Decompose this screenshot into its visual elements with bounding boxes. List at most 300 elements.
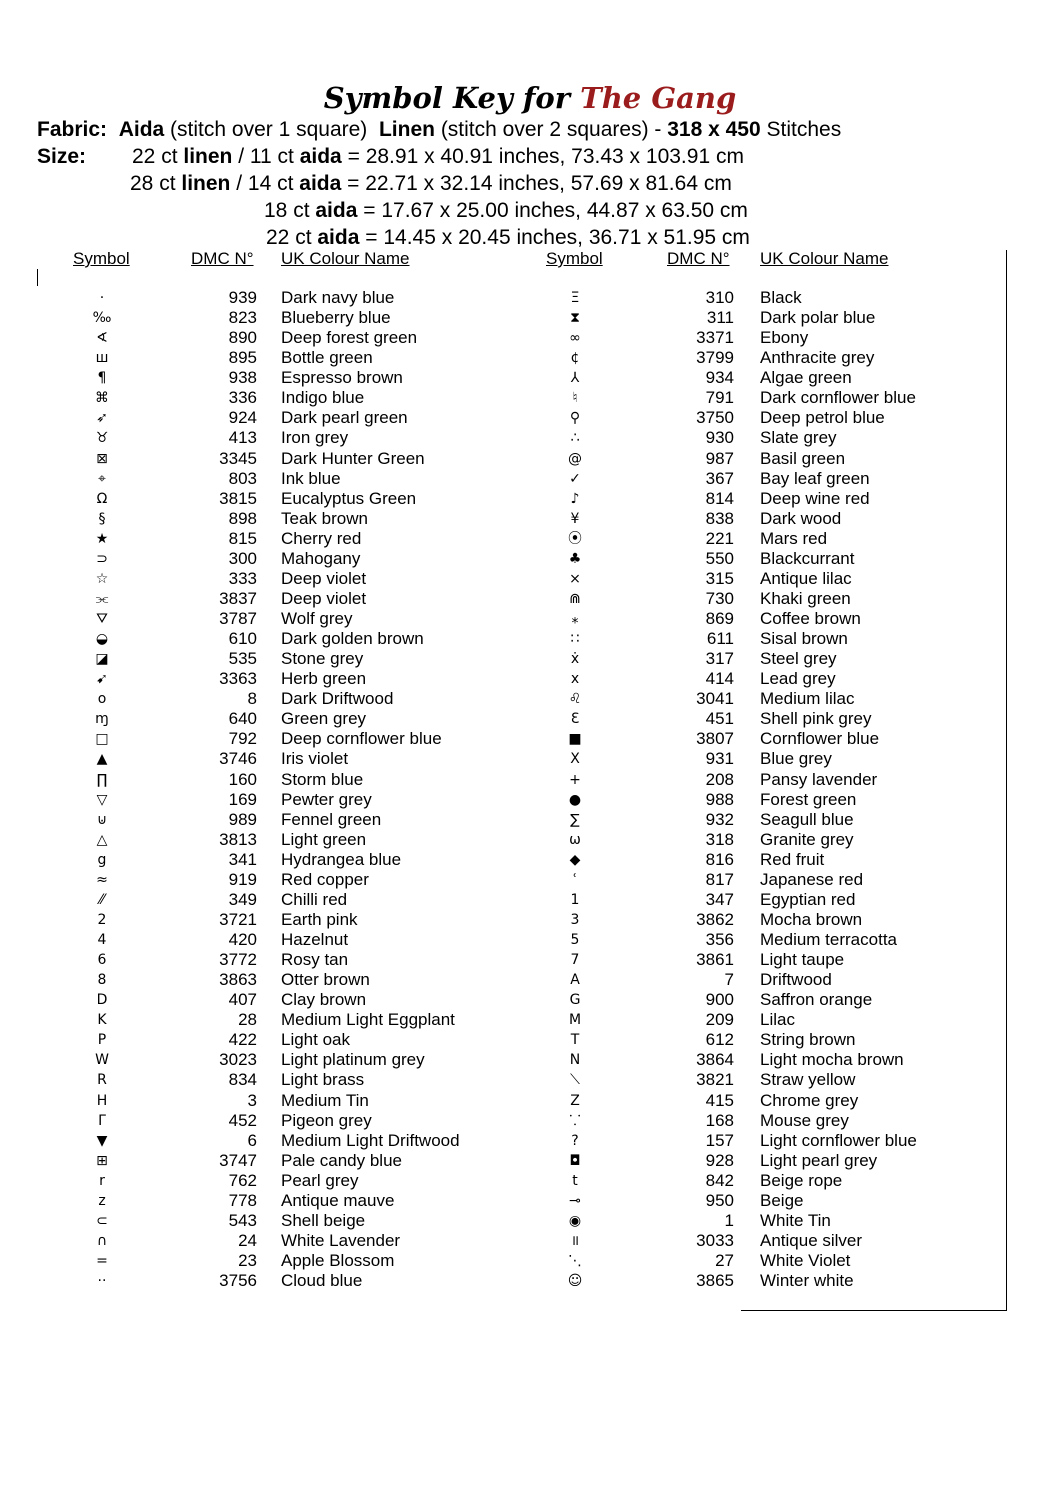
dmc-number: 24	[238, 1230, 257, 1250]
symbol-glyph: ⁄⁄	[99, 891, 105, 908]
symbol-glyph: M	[568, 1012, 582, 1029]
dmc-number: 730	[705, 588, 734, 608]
key-row	[520, 1211, 1020, 1231]
colour-name: Light green	[281, 829, 367, 849]
key-row	[520, 328, 1020, 348]
symbol-glyph: ◒	[95, 631, 109, 648]
symbol-glyph: D	[96, 992, 108, 1009]
dmc-number: 415	[705, 1090, 734, 1110]
symbol-glyph: ɱ	[95, 711, 109, 728]
size-line-3	[264, 197, 748, 224]
dmc-number: 791	[705, 388, 734, 408]
symbol-glyph: K	[97, 1012, 107, 1029]
dmc-number: 407	[228, 990, 257, 1010]
colour-name: Mouse grey	[760, 1110, 849, 1130]
colour-name: Steel grey	[760, 649, 837, 669]
size-1-linen: linen	[183, 145, 233, 168]
colour-name: Dark pearl green	[281, 408, 408, 428]
colour-name: Algae green	[760, 368, 852, 388]
dmc-number: 919	[228, 869, 257, 889]
dmc-number: 28	[238, 1010, 257, 1030]
size-1-count: 22 ct	[132, 145, 178, 168]
dmc-number: 356	[705, 930, 734, 949]
colour-name: Pigeon grey	[281, 1110, 372, 1130]
dmc-number: 160	[228, 769, 257, 789]
symbol-glyph: 2	[97, 911, 107, 928]
symbol-glyph: Z	[570, 1092, 580, 1109]
dmc-number: 803	[228, 468, 257, 488]
dmc-number: 3807	[696, 729, 734, 749]
dmc-number: 3865	[696, 1271, 734, 1291]
symbol-glyph: ■	[568, 731, 582, 748]
symbol-glyph: △	[96, 831, 108, 848]
symbol-glyph: ⋒	[569, 590, 581, 607]
colour-name: White Lavender	[281, 1230, 401, 1250]
symbol-glyph: =	[96, 1253, 108, 1269]
key-row	[520, 629, 1020, 649]
colour-name: Straw yellow	[760, 1070, 856, 1090]
symbol-glyph: ▽	[96, 791, 108, 808]
symbol-glyph: ⊸	[569, 1192, 581, 1209]
header-name-left: UK Colour Name	[281, 249, 410, 268]
dmc-number: 823	[228, 308, 257, 328]
key-row	[0, 1050, 520, 1070]
colour-name: Clay brown	[281, 990, 367, 1010]
dmc-number: 610	[228, 629, 257, 649]
key-row	[520, 1030, 1020, 1050]
colour-name: Pale candy blue	[281, 1150, 402, 1170]
symbol-glyph: ∞	[569, 330, 581, 347]
key-row	[520, 709, 1020, 729]
dmc-number: 3371	[696, 328, 734, 348]
colour-name: Storm blue	[281, 769, 364, 789]
key-row	[520, 689, 1020, 709]
key-row	[520, 549, 1020, 569]
key-row	[520, 830, 1020, 850]
size-4-aida: aida	[317, 226, 360, 249]
colour-name: Herb green	[281, 669, 367, 689]
key-row	[0, 1211, 520, 1231]
key-row	[520, 469, 1020, 489]
size-4-count: 22 ct	[266, 226, 312, 249]
key-row	[520, 1091, 1020, 1111]
symbol-glyph: ☆	[95, 570, 109, 587]
key-row	[520, 489, 1020, 509]
colour-name: Eucalyptus Green	[281, 488, 417, 508]
key-row	[0, 469, 520, 489]
size-4-dims: = 14.45 x 20.45 inches, 36.71 x 51.95 cm	[365, 226, 750, 249]
dmc-number: 842	[705, 1170, 734, 1190]
key-row	[520, 770, 1020, 790]
symbol-glyph: r	[99, 1172, 105, 1189]
size-2-aida: aida	[299, 172, 342, 195]
colour-name: Otter brown	[281, 970, 370, 990]
dmc-number: 300	[228, 548, 257, 568]
symbol-glyph: ш	[95, 350, 109, 367]
dmc-number: 3721	[219, 909, 257, 929]
header-symbol-right: Symbol	[546, 249, 603, 268]
dmc-number: 23	[238, 1251, 257, 1270]
symbol-glyph: ⚲	[569, 410, 581, 427]
colour-name: Dark cornflower blue	[760, 388, 916, 408]
dmc-number: 890	[228, 328, 257, 348]
symbol-glyph: 8	[97, 972, 107, 989]
symbol-glyph: ◘	[569, 1152, 581, 1169]
colour-name: Anthracite grey	[760, 348, 875, 368]
key-row	[0, 810, 520, 830]
key-row	[0, 428, 520, 448]
colour-name: Basil green	[760, 448, 846, 468]
dmc-number: 333	[228, 568, 257, 588]
dmc-number: 815	[228, 528, 257, 548]
colour-name: Rosy tan	[281, 950, 349, 970]
key-row	[0, 709, 520, 729]
symbol-glyph: ¥	[570, 510, 580, 527]
key-row	[520, 910, 1020, 930]
key-row	[0, 328, 520, 348]
dmc-number: 814	[705, 488, 734, 508]
key-row	[0, 729, 520, 749]
key-row	[0, 1010, 520, 1030]
symbol-glyph: ▼	[96, 1132, 108, 1149]
colour-name: Dark Driftwood	[281, 689, 394, 709]
key-row	[520, 749, 1020, 769]
key-row	[0, 1091, 520, 1111]
fabric-label: Fabric:	[37, 118, 108, 141]
fabric-linen-note: (stitch over 2 squares) -	[440, 118, 662, 141]
colour-name: Dark polar blue	[760, 308, 876, 328]
colour-name: Red fruit	[760, 849, 825, 869]
key-row	[0, 388, 520, 408]
dmc-number: 452	[228, 1110, 257, 1130]
dmc-number: 341	[228, 849, 257, 869]
dmc-number: 900	[705, 990, 734, 1010]
dmc-number: 349	[228, 889, 257, 909]
key-row	[520, 1131, 1020, 1151]
symbol-glyph: ··	[97, 1273, 107, 1290]
colour-name: Stone grey	[281, 649, 364, 669]
dmc-number: 209	[705, 1010, 734, 1030]
key-row	[0, 1251, 520, 1271]
key-row	[0, 549, 520, 569]
dmc-number: 3799	[696, 348, 734, 368]
symbol-glyph: ⊂	[96, 1212, 108, 1229]
colour-name: Light brass	[281, 1070, 365, 1090]
colour-name: Seagull blue	[760, 809, 854, 829]
symbol-glyph: ‰	[92, 310, 112, 327]
dmc-number: 27	[715, 1251, 734, 1270]
symbol-glyph: ●	[568, 791, 582, 808]
colour-name: Medium terracotta	[760, 930, 897, 949]
dmc-number: 3821	[696, 1070, 734, 1090]
key-row	[520, 850, 1020, 870]
dmc-number: 817	[705, 869, 734, 889]
key-row	[520, 509, 1020, 529]
pattern-name: The Gang	[580, 81, 737, 115]
colour-name: Red copper	[281, 869, 369, 889]
symbol-glyph: Ω	[96, 490, 108, 507]
dmc-number: 367	[705, 468, 734, 488]
key-row	[0, 649, 520, 669]
size-1-dims: = 28.91 x 40.91 inches, 73.43 x 103.91 cm	[347, 145, 744, 168]
key-row	[520, 1151, 1020, 1171]
key-row	[0, 348, 520, 368]
colour-name: Cherry red	[281, 528, 362, 548]
dmc-number: 157	[705, 1130, 734, 1150]
key-row	[520, 609, 1020, 629]
dmc-number: 422	[228, 1030, 257, 1050]
key-row	[520, 1231, 1020, 1251]
colour-name: Mars red	[760, 528, 828, 548]
key-row	[0, 790, 520, 810]
dmc-number: 987	[705, 448, 734, 468]
colour-name: Deep violet	[281, 568, 367, 588]
size-2-dims: = 22.71 x 32.14 inches, 57.69 x 81.64 cm	[347, 172, 732, 195]
colour-name: Deep violet	[281, 588, 367, 608]
key-row	[520, 729, 1020, 749]
colour-name: Shell beige	[281, 1210, 366, 1230]
dmc-number: 928	[705, 1150, 734, 1170]
colour-name: Lead grey	[760, 669, 836, 689]
colour-name: Lilac	[760, 1010, 795, 1030]
symbol-glyph: ⟍	[570, 1072, 580, 1089]
dmc-number: 451	[705, 709, 734, 729]
symbol-glyph: ◉	[568, 1212, 582, 1229]
colour-name: Hazelnut	[281, 930, 349, 949]
key-row	[520, 449, 1020, 469]
symbol-glyph: Ɛ	[570, 711, 580, 728]
dmc-number: 535	[228, 649, 257, 669]
dmc-number: 930	[705, 428, 734, 448]
key-row	[520, 950, 1020, 970]
symbol-glyph: ⌖	[98, 470, 106, 487]
colour-name: Pansy lavender	[760, 769, 878, 789]
key-row	[0, 1131, 520, 1151]
colour-name: Light cornflower blue	[760, 1130, 917, 1150]
key-row	[0, 1030, 520, 1050]
size-3-dims: = 17.67 x 25.00 inches, 44.87 x 63.50 cm	[363, 199, 748, 222]
symbol-glyph: G	[569, 992, 581, 1009]
dmc-number: 3813	[219, 829, 257, 849]
symbol-glyph: g	[97, 851, 107, 868]
colour-name: Coffee brown	[760, 609, 861, 628]
dmc-number: 7	[724, 970, 734, 990]
left-margin-mark	[37, 269, 38, 286]
colour-name: Khaki green	[760, 588, 851, 608]
symbol-glyph: ⊍	[96, 811, 108, 828]
fabric-line	[37, 116, 841, 143]
fabric-aida: Aida	[118, 118, 165, 141]
symbol-glyph: ◆	[569, 851, 581, 868]
symbol-glyph: x	[570, 671, 580, 688]
colour-name: Hydrangea blue	[281, 849, 402, 869]
dmc-number: 3863	[219, 970, 257, 990]
symbol-glyph: ⫘	[95, 590, 109, 607]
size-1-count2: / 11 ct	[238, 145, 294, 168]
symbol-glyph: 3	[570, 911, 580, 928]
key-row	[520, 649, 1020, 669]
key-row	[0, 950, 520, 970]
key-row	[520, 368, 1020, 388]
symbol-list-left	[0, 288, 520, 1291]
key-row	[520, 1050, 1020, 1070]
symbol-glyph: ∏	[96, 771, 108, 788]
dmc-number: 3	[247, 1090, 257, 1110]
key-row	[0, 890, 520, 910]
key-row	[0, 308, 520, 328]
symbol-glyph: 5	[570, 932, 580, 948]
colour-name: Mocha brown	[760, 909, 863, 929]
size-1-aida: aida	[299, 145, 342, 168]
symbol-glyph: ◪	[95, 651, 109, 668]
colour-name: Cornflower blue	[760, 729, 880, 749]
colour-name: Winter white	[760, 1271, 854, 1291]
key-row	[520, 348, 1020, 368]
symbol-glyph: ⧗	[570, 310, 580, 327]
dmc-number: 543	[228, 1210, 257, 1230]
colour-name: String brown	[760, 1030, 856, 1050]
dmc-number: 934	[705, 368, 734, 388]
dmc-number: 895	[228, 348, 257, 368]
colour-name: Black	[760, 288, 802, 307]
dmc-number: 310	[705, 288, 734, 307]
colour-name: Cloud blue	[281, 1271, 363, 1291]
symbol-glyph: 4	[97, 932, 107, 948]
symbol-glyph: ♪	[570, 490, 580, 507]
key-row	[0, 990, 520, 1010]
colour-name: Ebony	[760, 328, 809, 348]
key-row	[520, 589, 1020, 609]
colour-name: Iron grey	[281, 428, 349, 448]
colour-name: Dark wood	[760, 508, 842, 528]
colour-name: Blackcurrant	[760, 548, 855, 568]
key-row	[0, 930, 520, 950]
colour-name: Medium Tin	[281, 1090, 369, 1110]
dmc-number: 869	[705, 609, 734, 628]
key-row	[0, 449, 520, 469]
symbol-glyph: ʿ	[572, 871, 578, 888]
key-row	[520, 790, 1020, 810]
key-row	[0, 1191, 520, 1211]
dmc-number: 550	[705, 548, 734, 568]
dmc-number: 988	[705, 789, 734, 809]
symbol-glyph: ☺	[567, 1273, 583, 1290]
symbol-glyph: §	[98, 510, 106, 527]
key-row	[0, 509, 520, 529]
key-row	[0, 850, 520, 870]
symbol-glyph: ▲	[96, 751, 108, 768]
dmc-number: 792	[228, 729, 257, 749]
dmc-number: 3787	[219, 609, 257, 628]
symbol-glyph: ⦿	[568, 530, 582, 547]
symbol-glyph: W	[95, 1052, 109, 1069]
symbol-glyph: ∑	[570, 811, 580, 828]
header-dmc-right: DMC N°	[667, 249, 730, 268]
dmc-number: 939	[228, 288, 257, 307]
size-2-count: 28 ct	[130, 172, 176, 195]
key-row	[0, 910, 520, 930]
symbol-glyph: ⁎	[571, 611, 579, 627]
size-2-linen: linen	[181, 172, 231, 195]
size-line-1	[132, 143, 744, 170]
symbol-glyph: ·	[99, 290, 105, 306]
colour-name: White Tin	[760, 1210, 831, 1230]
key-row	[520, 990, 1020, 1010]
symbol-glyph: ≈	[96, 871, 108, 888]
colour-name: Teak brown	[281, 508, 368, 528]
symbol-glyph: ¶	[97, 370, 107, 387]
size-label: Size:	[37, 145, 87, 168]
symbol-glyph: □	[95, 731, 109, 748]
dmc-number: 924	[228, 408, 257, 428]
key-row	[520, 288, 1020, 308]
symbol-glyph: ∩	[96, 1232, 108, 1249]
dmc-number: 778	[228, 1190, 257, 1210]
dmc-number: 1	[724, 1210, 734, 1230]
symbol-glyph: ⨯	[569, 570, 581, 587]
colour-name: Green grey	[281, 709, 367, 729]
key-row	[0, 689, 520, 709]
dmc-number: 762	[228, 1170, 257, 1190]
symbol-glyph: ♣	[568, 550, 582, 567]
symbol-glyph: A	[570, 972, 580, 989]
dmc-number: 989	[228, 809, 257, 829]
colour-name: Beige rope	[760, 1170, 843, 1190]
colour-name: Sisal brown	[760, 629, 848, 649]
key-row	[0, 489, 520, 509]
key-row	[520, 1010, 1020, 1030]
colour-name: Deep cornflower blue	[281, 729, 442, 749]
header-symbol-left: Symbol	[73, 249, 130, 268]
colour-name: Medium lilac	[760, 689, 855, 709]
symbol-glyph: ⸪	[569, 1112, 581, 1129]
key-row	[0, 629, 520, 649]
symbol-glyph: ⛛	[96, 611, 108, 627]
key-row	[520, 428, 1020, 448]
colour-name: Beige	[760, 1190, 804, 1210]
colour-name: Japanese red	[760, 869, 864, 889]
colour-name: Dark Hunter Green	[281, 448, 425, 468]
dmc-number: 3756	[219, 1271, 257, 1291]
dmc-number: 208	[705, 769, 734, 789]
size-line-2	[130, 170, 732, 197]
dmc-number: 3862	[696, 909, 734, 929]
dmc-number: 3864	[696, 1050, 734, 1070]
key-row	[0, 589, 520, 609]
colour-name: Chrome grey	[760, 1090, 859, 1110]
symbol-glyph: z	[98, 1192, 106, 1209]
header-name-right: UK Colour Name	[760, 249, 889, 268]
symbol-glyph: ⊞	[96, 1152, 108, 1169]
fabric-linen: Linen	[378, 118, 435, 141]
colour-name: Egyptian red	[760, 889, 856, 909]
dmc-number: 221	[705, 528, 734, 548]
key-row	[520, 970, 1020, 990]
key-row	[0, 569, 520, 589]
dmc-number: 6	[247, 1130, 257, 1150]
colour-name: Deep wine red	[760, 488, 870, 508]
dmc-number: 3033	[696, 1230, 734, 1250]
symbol-glyph: R	[97, 1072, 107, 1089]
dmc-number: 938	[228, 368, 257, 388]
dmc-number: 318	[705, 829, 734, 849]
key-row	[0, 609, 520, 629]
symbol-glyph: ¢	[570, 350, 580, 367]
colour-name: Blueberry blue	[281, 308, 391, 328]
dmc-number: 3363	[219, 669, 257, 689]
key-row	[0, 669, 520, 689]
dmc-number: 612	[705, 1030, 734, 1050]
